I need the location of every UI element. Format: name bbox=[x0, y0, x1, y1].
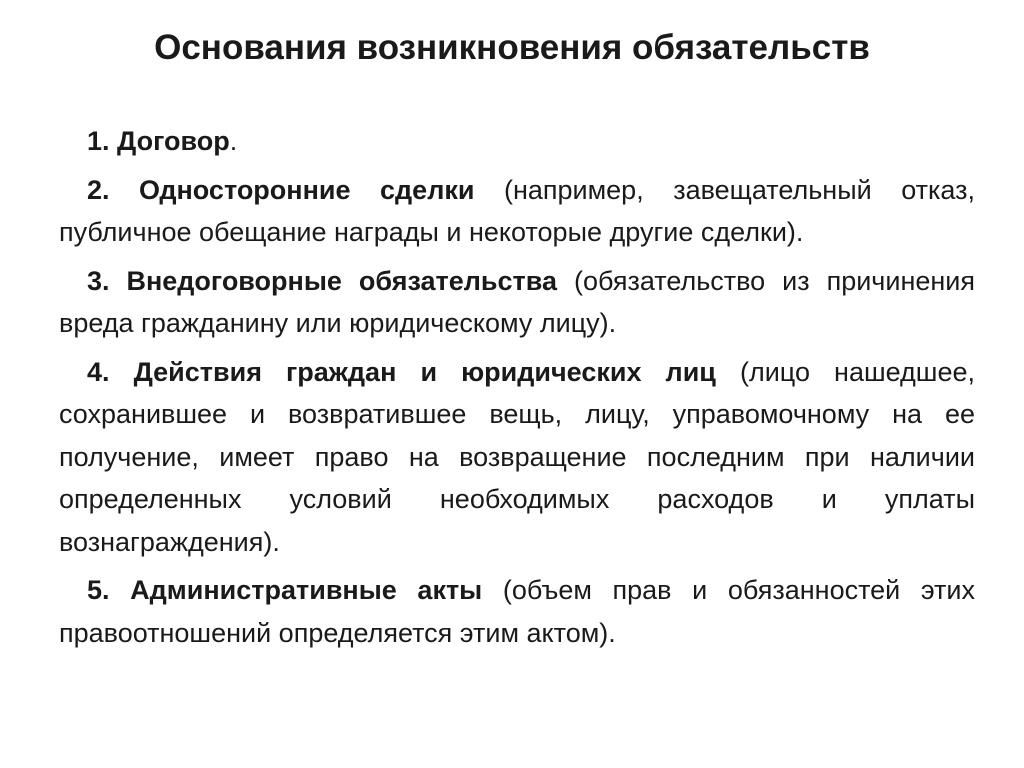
list-item-administrative-acts bbox=[59, 569, 975, 654]
list-item-unilateral-deals bbox=[59, 169, 975, 254]
slide-content bbox=[59, 120, 975, 660]
list-item-actions bbox=[59, 351, 975, 564]
slide-title: Основания возникновения обязательств bbox=[154, 28, 870, 67]
item-text: (например, завещательный отказ, публичное обещание награды и некоторые другие сделки). bbox=[59, 174, 975, 247]
item-heading: 2. Односторонние сделки bbox=[87, 174, 475, 205]
item-text: . bbox=[229, 126, 238, 156]
item-text: (лицо нашедшее, сохранившее и возвратившее вещь, лицу, управомочному на ее получение, имеет право на возвращение последним при наличии определенных условий необходимых расходов и уплаты вознаграждения). bbox=[59, 356, 975, 557]
list-item-contract bbox=[59, 120, 975, 163]
item-heading: 4. Действия граждан и юридических лиц bbox=[87, 356, 716, 387]
item-heading: 3. Внедоговорные обязательства bbox=[87, 265, 558, 296]
item-text: (объем прав и обязанностей этих правоотношений определяется этим актом). bbox=[59, 575, 976, 648]
item-heading: 1. Договор bbox=[87, 126, 230, 156]
item-text: (обязательство из причинения вреда гражданину или юридическому лицу). bbox=[59, 265, 975, 338]
list-item-non-contractual bbox=[59, 260, 975, 345]
item-heading: 5. Административные акты bbox=[87, 575, 483, 605]
